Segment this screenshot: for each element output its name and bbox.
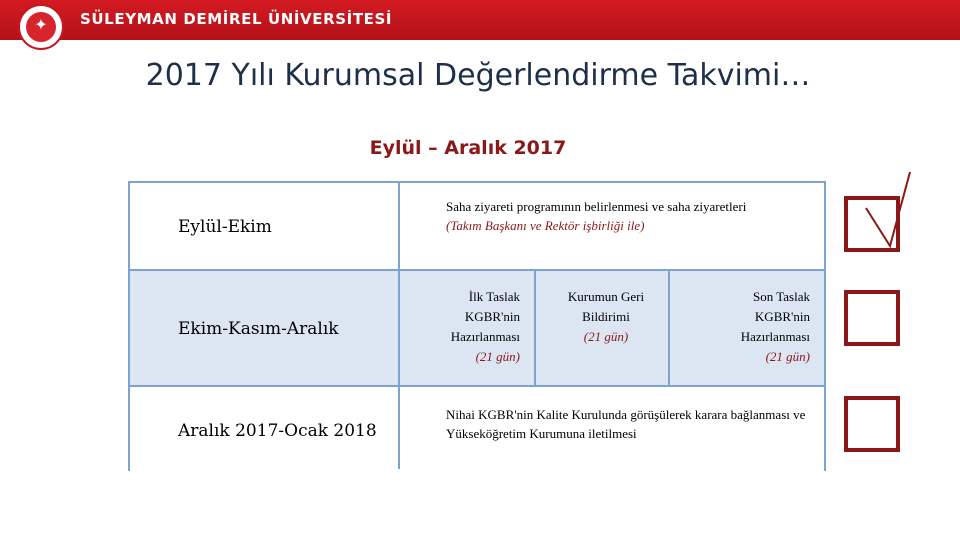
step-cell: İlk Taslak KGBR'nin Hazırlanması (21 gün) (450, 289, 520, 364)
column-divider (534, 271, 536, 387)
schedule-table (128, 181, 826, 471)
row-note: (Takım Başkanı ve Rektör işbirliği ile) (446, 218, 645, 233)
row-divider (130, 385, 824, 387)
status-checkbox-empty[interactable] (844, 396, 900, 452)
row-description: Saha ziyareti programının belirlenmesi ve saha ziyaretleri (Takım Başkanı ve Rektör işbirliği ile) (446, 197, 796, 235)
row-description: Nihai KGBR'nin Kalite Kurulunda görüşülerek karara bağlanması ve Yükseköğretim Kurumuna iletilmesi (446, 407, 806, 441)
logo-seal-icon: ✦ (26, 12, 56, 42)
period-label: Ekim-Kasım-Aralık (178, 319, 339, 339)
slide-title: 2017 Yılı Kurumsal Değerlendirme Takvimi… (145, 58, 811, 93)
check-mark-icon (842, 168, 912, 258)
column-divider (668, 271, 670, 387)
step-cell: Son Taslak KGBR'nin Hazırlanması (21 gün) (740, 289, 810, 364)
slide-subtitle: Eylül – Aralık 2017 (369, 137, 567, 159)
period-label: Eylül-Ekim (178, 217, 272, 237)
step-cell: Kurumun Geri Bildirimi (21 gün) (567, 289, 645, 344)
status-checkbox-empty[interactable] (844, 290, 900, 346)
university-name: SÜLEYMAN DEMİREL ÜNİVERSİTESİ (80, 10, 393, 28)
row-divider (130, 269, 824, 271)
university-logo (18, 4, 64, 50)
period-label: Aralık 2017-Ocak 2018 (178, 421, 377, 441)
column-divider (398, 183, 400, 469)
